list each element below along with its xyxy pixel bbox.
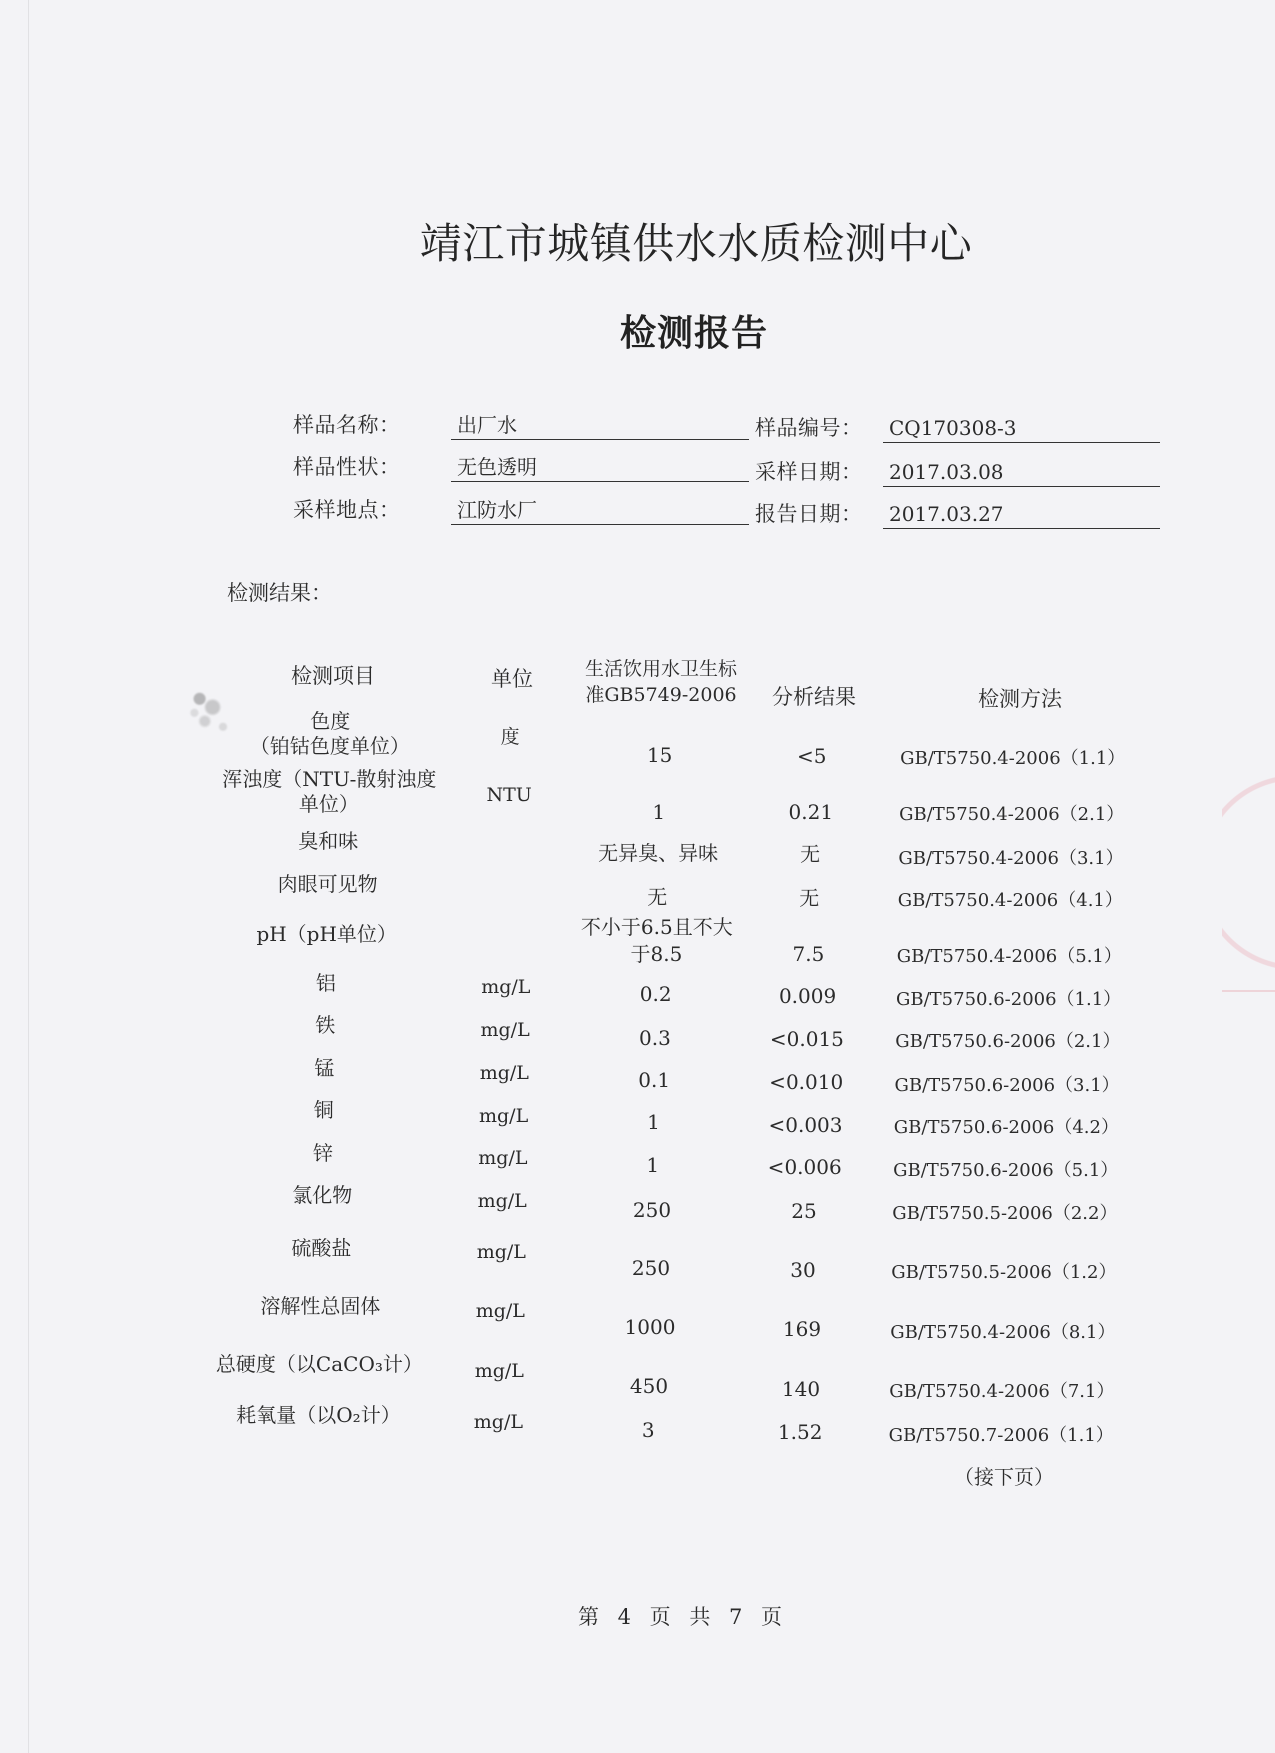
- organization-title: 靖江市城镇供水水质检测中心: [419, 219, 973, 268]
- unit: mg/L: [478, 1105, 529, 1127]
- standard-limit: 450: [629, 1374, 669, 1398]
- standard-limit: 1000: [624, 1315, 676, 1339]
- sampling-date-label: 采样日期：: [755, 460, 863, 484]
- unit: 度: [500, 726, 520, 748]
- test-method: GB/T5750.6-2006（5.1）: [893, 1160, 1119, 1181]
- sample-appearance-value: 无色透明: [451, 454, 749, 482]
- test-item: 铁: [315, 1013, 336, 1037]
- result-value: 无: [799, 886, 820, 910]
- sample-appearance-label: 样品性状：: [293, 455, 401, 479]
- test-item: 臭和味: [298, 829, 359, 853]
- result-value: 140: [781, 1377, 821, 1401]
- column-header-unit: 单位: [491, 667, 533, 691]
- standard-limit: 3: [641, 1418, 655, 1442]
- test-method: GB/T5750.4-2006（1.1）: [900, 748, 1126, 769]
- unit: mg/L: [479, 1062, 529, 1084]
- unit: mg/L: [477, 1190, 527, 1212]
- test-method: GB/T5750.6-2006（3.1）: [894, 1075, 1120, 1096]
- unit: NTU: [486, 784, 532, 806]
- column-header-standard: 生活饮用水卫生标: [584, 658, 738, 680]
- test-method: GB/T5750.6-2006（2.1）: [895, 1031, 1121, 1052]
- test-item: 锰: [314, 1056, 335, 1080]
- sampling-location-value: 江防水厂: [451, 497, 749, 525]
- report-date-value: 2017.03.27: [883, 501, 1160, 529]
- result-value: <0.006: [767, 1155, 842, 1179]
- standard-limit: 无异臭、异味: [598, 841, 719, 865]
- result-value: <0.010: [769, 1070, 844, 1094]
- test-item: 锌: [313, 1141, 333, 1165]
- results-section-label: 检测结果：: [227, 581, 332, 605]
- unit: mg/L: [481, 976, 531, 998]
- standard-limit: 于8.5: [630, 942, 683, 966]
- standard-limit: 不小于6.5且不大: [580, 915, 733, 939]
- report-title: 检测报告: [619, 312, 769, 354]
- unit: mg/L: [474, 1360, 524, 1382]
- test-method: GB/T5750.6-2006（1.1）: [896, 989, 1122, 1010]
- standard-limit: 1: [647, 1110, 660, 1134]
- test-method: GB/T5750.4-2006（7.1）: [889, 1381, 1115, 1402]
- test-item: 浑浊度（NTU-散射浊度: [222, 767, 437, 791]
- test-method: GB/T5750.4-2006（4.1）: [897, 890, 1123, 911]
- test-item: 溶解性总固体: [260, 1294, 381, 1318]
- result-value: <0.003: [768, 1113, 843, 1137]
- unit: mg/L: [478, 1147, 528, 1169]
- result-value: <5: [796, 744, 827, 768]
- unit: mg/L: [473, 1411, 523, 1433]
- column-header-method: 检测方法: [978, 687, 1062, 711]
- test-item: 硫酸盐: [291, 1236, 352, 1260]
- test-method: GB/T5750.4-2006（5.1）: [896, 946, 1122, 967]
- test-method: GB/T5750.7-2006（1.1）: [888, 1425, 1114, 1446]
- result-value: 1.52: [777, 1420, 823, 1444]
- test-method: GB/T5750.6-2006（4.2）: [893, 1117, 1119, 1138]
- sample-name-value: 出厂水: [451, 412, 749, 440]
- column-header-item: 检测项目: [291, 664, 375, 688]
- test-item: 铝: [315, 971, 336, 995]
- test-method: GB/T5750.4-2006（3.1）: [898, 848, 1124, 869]
- standard-limit: 无: [647, 885, 668, 909]
- column-header-result: 分析结果: [772, 685, 856, 709]
- test-item: 耗氧量（以O₂计）: [236, 1403, 401, 1427]
- standard-limit: 0.3: [638, 1026, 671, 1050]
- result-value: 25: [791, 1199, 817, 1223]
- sample-number-label: 样品编号：: [755, 416, 863, 440]
- standard-limit: 15: [646, 743, 673, 767]
- standard-limit: 1: [652, 800, 666, 824]
- report-date-label: 报告日期：: [755, 502, 863, 526]
- unit: mg/L: [476, 1241, 526, 1263]
- test-item: 总硬度（以CaCO₃计）: [215, 1352, 423, 1376]
- result-value: 7.5: [792, 942, 825, 966]
- test-method: GB/T5750.4-2006（2.1）: [899, 804, 1125, 825]
- test-item: 氯化物: [292, 1183, 353, 1207]
- result-value: 30: [790, 1258, 816, 1282]
- test-item: pH（pH单位）: [256, 922, 397, 946]
- unit: mg/L: [475, 1300, 525, 1322]
- unit: mg/L: [480, 1019, 530, 1041]
- test-item: 肉眼可见物: [277, 872, 378, 896]
- test-method: GB/T5750.5-2006（1.2）: [891, 1262, 1117, 1283]
- standard-limit: 250: [631, 1256, 671, 1280]
- test-item: 铜: [313, 1098, 334, 1122]
- result-value: 无: [800, 842, 821, 866]
- test-item: 单位）: [298, 792, 359, 816]
- test-method: GB/T5750.4-2006（8.1）: [890, 1322, 1116, 1343]
- page-number: 第 4 页 共 7 页: [577, 1605, 783, 1629]
- sample-number-value: CQ170308-3: [883, 415, 1160, 443]
- test-method: GB/T5750.5-2006（2.2）: [892, 1203, 1118, 1224]
- result-value: 0.21: [788, 800, 834, 824]
- sample-name-label: 样品名称：: [293, 413, 401, 437]
- sampling-date-value: 2017.03.08: [883, 459, 1160, 487]
- result-value: 169: [782, 1317, 822, 1341]
- test-item: 色度: [310, 709, 351, 733]
- sampling-location-label: 采样地点：: [293, 498, 401, 522]
- test-item: （铂钴色度单位）: [249, 734, 410, 758]
- standard-limit: 250: [632, 1198, 672, 1222]
- standard-limit: 0.2: [639, 982, 672, 1006]
- column-header-standard: 准GB5749-2006: [585, 684, 737, 706]
- result-value: 0.009: [778, 984, 837, 1008]
- result-value: <0.015: [769, 1027, 844, 1051]
- continued-note: （接下页）: [954, 1465, 1054, 1489]
- standard-limit: 0.1: [638, 1068, 671, 1092]
- standard-limit: 1: [646, 1153, 660, 1177]
